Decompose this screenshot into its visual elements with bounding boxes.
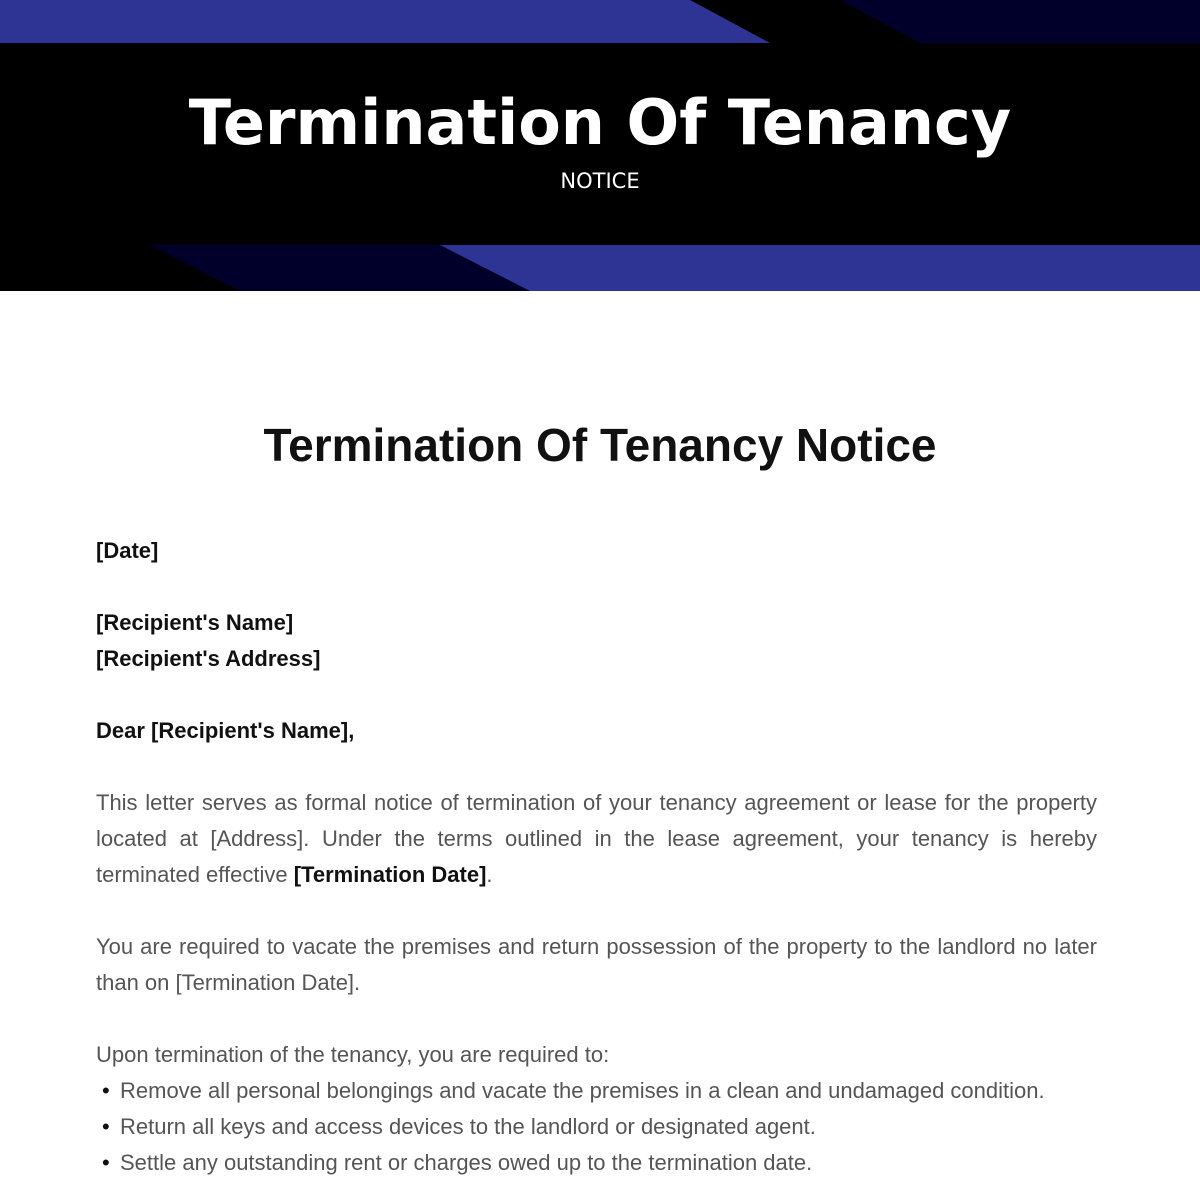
paragraph-vacate: You are required to vacate the premises and return possession of the property to the landlord no later than on [Termination Date].: [96, 934, 1097, 995]
document-title: Termination Of Tenancy Notice: [263, 419, 937, 471]
paragraph-end: .: [486, 862, 493, 887]
banner-subtitle: NOTICE: [560, 169, 640, 193]
list-intro: Upon termination of the tenancy, you are required to:: [96, 1042, 610, 1067]
date-field: [Date]: [96, 538, 159, 563]
list-item: • Settle any outstanding rent or charges owed up to the termination date.: [96, 1145, 1097, 1181]
paragraph-notice: [96, 785, 1097, 893]
salutation: Dear [Recipient's Name],: [96, 718, 355, 743]
recipient-name: [Recipient's Name]: [96, 610, 294, 635]
list-item: • Remove all personal belongings and vacate the premises in a clean and undamaged condition.: [96, 1073, 1097, 1109]
paragraph-text: This letter serves as formal notice of termination of your tenancy agreement or lease for the property located at [Address]. Under the terms outlined in the lease agreement, your tenancy is hereby terminated effective: [96, 790, 1097, 887]
banner-title: Termination Of Tenancy: [188, 86, 1012, 159]
requirements-list: [96, 1073, 1097, 1181]
termination-date: [Termination Date]: [293, 862, 487, 887]
list-item: • Return all keys and access devices to the landlord or designated agent.: [96, 1109, 1097, 1145]
header-banner: [0, 0, 1200, 291]
recipient-address: [Recipient's Address]: [96, 646, 321, 671]
